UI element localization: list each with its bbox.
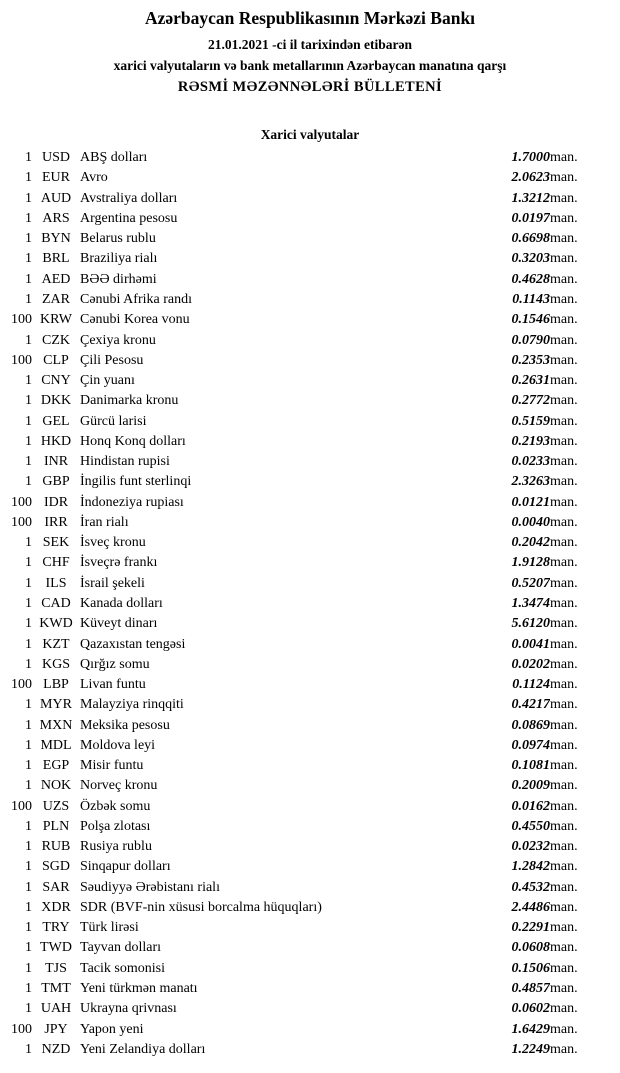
rate-row (0, 675, 620, 695)
rate-value: 0.5159 (511, 413, 550, 429)
currency-name: Qazaxıstan tengəsi (80, 636, 186, 652)
nominal-value: 1 (25, 960, 32, 976)
unit-label: man. (550, 717, 578, 733)
unit-label: man. (550, 514, 578, 530)
nominal-value: 1 (25, 190, 32, 206)
nominal-value: 1 (25, 839, 32, 855)
nominal-value: 1 (25, 1041, 32, 1057)
currency-code: MDL (40, 737, 72, 753)
nominal-value: 100 (11, 677, 32, 693)
effective-date-line: 21.01.2021 -ci il tarixindən etibarən (208, 37, 412, 52)
currency-code: BRL (42, 251, 70, 267)
currency-name: Çili Pesosu (80, 352, 144, 368)
rate-row (0, 513, 620, 533)
currency-name: Polşa zlotası (80, 818, 151, 834)
currency-name: Hindistan rupisi (80, 454, 170, 470)
unit-label: man. (550, 373, 578, 389)
nominal-value: 100 (11, 352, 32, 368)
nominal-value: 1 (25, 575, 32, 591)
currency-code: BYN (41, 231, 71, 247)
currency-name: Qırğız somu (80, 656, 150, 672)
rate-row (0, 776, 620, 796)
currency-code: NOK (40, 778, 72, 794)
rate-row (0, 817, 620, 837)
nominal-value: 1 (25, 150, 32, 166)
unit-label: man. (550, 210, 578, 226)
nominal-value: 1 (25, 778, 32, 794)
rate-row (0, 493, 620, 513)
rate-value: 0.2772 (511, 393, 550, 409)
currency-code: UAH (40, 1001, 72, 1017)
section-title-foreign-currencies: Xarici valyutalar (260, 127, 360, 142)
currency-name: İndoneziya rupiası (80, 494, 184, 510)
rate-row (0, 229, 620, 249)
rate-value: 0.5207 (511, 575, 550, 591)
rate-value: 5.6120 (511, 616, 550, 632)
unit-label: man. (550, 1021, 578, 1037)
currency-code: SEK (42, 535, 70, 551)
rate-value: 0.2291 (511, 920, 550, 936)
rate-value: 0.4628 (511, 271, 550, 287)
nominal-value: 100 (11, 798, 32, 814)
currency-name: Ukrayna qrivnası (80, 1001, 177, 1017)
rate-value: 0.2042 (511, 535, 550, 551)
rate-value: 1.3212 (511, 190, 550, 206)
nominal-value: 1 (25, 332, 32, 348)
nominal-value: 1 (25, 393, 32, 409)
rate-value: 0.1546 (511, 312, 550, 328)
nominal-value: 1 (25, 758, 32, 774)
rate-row (0, 168, 620, 188)
unit-label: man. (550, 940, 578, 956)
rate-row (0, 837, 620, 857)
currency-name: Türk lirəsi (80, 920, 139, 936)
currency-code: KZT (42, 636, 70, 652)
currency-code: AUD (40, 190, 72, 206)
rate-value: 0.4532 (511, 879, 550, 895)
currency-code: UZS (42, 798, 70, 814)
currency-code: CNY (41, 373, 71, 389)
currency-code: MXN (39, 717, 73, 733)
currency-code: KGS (41, 656, 70, 672)
currency-code: SGD (41, 859, 70, 875)
unit-label: man. (550, 636, 578, 652)
rate-row (0, 1019, 620, 1039)
nominal-value: 1 (25, 170, 32, 186)
currency-name: İngilis funt sterlinqi (80, 474, 192, 490)
nominal-value: 1 (25, 231, 32, 247)
rate-row (0, 148, 620, 168)
currency-code: EGP (42, 758, 70, 774)
unit-label: man. (550, 920, 578, 936)
currency-name: Malayziya rinqqiti (80, 697, 184, 713)
currency-code: SAR (42, 879, 70, 895)
currency-code: INR (43, 454, 69, 470)
unit-label: man. (550, 839, 578, 855)
nominal-value: 1 (25, 697, 32, 713)
rate-value: 0.0197 (511, 210, 550, 226)
unit-label: man. (550, 697, 578, 713)
currency-name: Yeni Zelandiya dolları (80, 1041, 206, 1057)
currency-code: MYR (40, 697, 72, 713)
nominal-value: 1 (25, 413, 32, 429)
currency-name: SDR (BVF-nin xüsusi borcalma hüquqları) (80, 899, 322, 915)
unit-label: man. (550, 231, 578, 247)
rate-row (0, 655, 620, 675)
rate-row (0, 797, 620, 817)
currency-code: KRW (40, 312, 72, 328)
rate-value: 0.1506 (511, 960, 550, 976)
rate-value: 2.4486 (511, 899, 550, 915)
nominal-value: 1 (25, 271, 32, 287)
nominal-value: 100 (11, 514, 32, 530)
currency-code: ARS (42, 210, 70, 226)
nominal-value: 100 (11, 494, 32, 510)
rate-value: 0.1143 (512, 291, 550, 307)
currency-code: RUB (41, 839, 71, 855)
rate-value: 0.0232 (511, 839, 550, 855)
nominal-value: 1 (25, 636, 32, 652)
currency-name: İsveç kronu (80, 535, 146, 551)
nominal-value: 1 (25, 717, 32, 733)
currency-name: İsrail şekeli (80, 575, 145, 591)
rate-value: 0.1124 (512, 677, 550, 693)
unit-label: man. (550, 190, 578, 206)
currency-name: Braziliya rialı (80, 251, 158, 267)
unit-label: man. (550, 758, 578, 774)
currency-code: TJS (45, 960, 67, 976)
currency-name: Rusiya rublu (80, 839, 152, 855)
unit-label: man. (550, 656, 578, 672)
unit-label: man. (550, 879, 578, 895)
nominal-value: 1 (25, 251, 32, 267)
rate-value: 0.2193 (511, 433, 550, 449)
currency-code: ILS (45, 575, 67, 591)
currency-code: IDR (43, 494, 69, 510)
rate-row (0, 1040, 620, 1060)
currency-code: JPY (44, 1021, 68, 1037)
rate-value: 2.3263 (511, 474, 550, 490)
rate-value: 0.2631 (511, 373, 550, 389)
currency-code: CLP (43, 352, 69, 368)
unit-label: man. (550, 818, 578, 834)
nominal-value: 1 (25, 373, 32, 389)
nominal-value: 1 (25, 291, 32, 307)
unit-label: man. (550, 170, 578, 186)
currency-code: AED (41, 271, 71, 287)
rate-row (0, 736, 620, 756)
rate-value: 0.2009 (511, 778, 550, 794)
nominal-value: 1 (25, 433, 32, 449)
rate-row (0, 999, 620, 1019)
rate-row (0, 330, 620, 350)
currency-code: GBP (42, 474, 70, 490)
currency-name: Avro (80, 170, 108, 186)
nominal-value: 1 (25, 940, 32, 956)
unit-label: man. (550, 494, 578, 510)
currency-code: USD (41, 150, 70, 166)
currency-code: XDR (41, 899, 71, 915)
unit-label: man. (550, 150, 578, 166)
unit-label: man. (550, 312, 578, 328)
nominal-value: 1 (25, 899, 32, 915)
subtitle-line: xarici valyutaların və bank metallarının Azərbaycan manatına qarşı (113, 58, 507, 73)
unit-label: man. (550, 433, 578, 449)
nominal-value: 1 (25, 535, 32, 551)
nominal-value: 1 (25, 920, 32, 936)
currency-name: Tayvan dolları (80, 940, 162, 956)
rate-row (0, 918, 620, 938)
rate-value: 0.3203 (511, 251, 550, 267)
currency-name: Danimarka kronu (80, 393, 179, 409)
currency-name: Norveç kronu (80, 778, 158, 794)
unit-label: man. (550, 677, 578, 693)
unit-label: man. (550, 737, 578, 753)
nominal-value: 1 (25, 555, 32, 571)
page-title: Azərbaycan Respublikasının Mərkəzi Bankı (144, 8, 476, 28)
nominal-value: 100 (11, 312, 32, 328)
unit-label: man. (550, 616, 578, 632)
rate-row (0, 959, 620, 979)
currency-name: İsveçrə frankı (80, 555, 158, 571)
rate-row (0, 594, 620, 614)
rate-row (0, 351, 620, 371)
rate-row (0, 310, 620, 330)
unit-label: man. (550, 899, 578, 915)
currency-name: Tacik somonisi (80, 960, 165, 976)
currency-name: Meksika pesosu (80, 717, 170, 733)
currency-name: Moldova leyi (80, 737, 156, 753)
currency-code: DKK (40, 393, 72, 409)
unit-label: man. (550, 1041, 578, 1057)
currency-name: Küveyt dinarı (80, 616, 158, 632)
unit-label: man. (550, 798, 578, 814)
currency-code: CHF (42, 555, 70, 571)
nominal-value: 100 (11, 1021, 32, 1037)
currency-name: Sinqapur dolları (80, 859, 171, 875)
unit-label: man. (550, 251, 578, 267)
unit-label: man. (550, 981, 578, 997)
rate-value: 0.0790 (511, 332, 550, 348)
rate-row (0, 270, 620, 290)
unit-label: man. (550, 332, 578, 348)
currency-code: EUR (42, 170, 70, 186)
currency-name: Özbək somu (80, 798, 151, 814)
nominal-value: 1 (25, 210, 32, 226)
rate-value: 0.4217 (511, 697, 550, 713)
rate-value: 1.2249 (511, 1041, 550, 1057)
rate-row (0, 979, 620, 999)
nominal-value: 1 (25, 616, 32, 632)
rate-value: 0.0602 (511, 1001, 550, 1017)
rate-row (0, 634, 620, 654)
nominal-value: 1 (25, 879, 32, 895)
nominal-value: 1 (25, 737, 32, 753)
unit-label: man. (550, 555, 578, 571)
nominal-value: 1 (25, 981, 32, 997)
rate-row (0, 391, 620, 411)
currency-name: Honq Konq dolları (80, 433, 186, 449)
currency-name: Avstraliya dolları (80, 190, 178, 206)
currency-code: GEL (42, 413, 70, 429)
unit-label: man. (550, 291, 578, 307)
rate-row (0, 695, 620, 715)
rate-value: 0.0162 (511, 798, 550, 814)
exchange-rates-table (0, 148, 620, 1060)
rate-value: 0.0041 (511, 636, 550, 652)
currency-name: Çin yuanı (80, 373, 135, 389)
currency-name: Səudiyyə Ərəbistanı rialı (80, 879, 220, 895)
nominal-value: 1 (25, 595, 32, 611)
unit-label: man. (550, 595, 578, 611)
unit-label: man. (550, 413, 578, 429)
rate-value: 0.1081 (511, 758, 550, 774)
unit-label: man. (550, 1001, 578, 1017)
rate-value: 1.7000 (511, 150, 550, 166)
unit-label: man. (550, 859, 578, 875)
currency-code: KWD (39, 616, 73, 632)
rate-row (0, 189, 620, 209)
rate-value: 1.9128 (511, 555, 550, 571)
bulletin-header (0, 0, 620, 96)
currency-code: CAD (41, 595, 71, 611)
unit-label: man. (550, 474, 578, 490)
rate-row (0, 411, 620, 431)
unit-label: man. (550, 393, 578, 409)
rate-row (0, 756, 620, 776)
rate-value: 0.0233 (511, 454, 550, 470)
currency-name: Cənubi Korea vonu (80, 312, 190, 328)
nominal-value: 1 (25, 656, 32, 672)
rate-row (0, 553, 620, 573)
unit-label: man. (550, 575, 578, 591)
nominal-value: 1 (25, 454, 32, 470)
currency-code: PLN (42, 818, 70, 834)
rate-value: 0.6698 (511, 231, 550, 247)
rate-row (0, 249, 620, 269)
currency-name: İran rialı (80, 514, 129, 530)
rate-row (0, 472, 620, 492)
currency-name: Kanada dolları (80, 595, 163, 611)
rate-value: 0.0202 (511, 656, 550, 672)
currency-name: Belarus rublu (80, 231, 156, 247)
currency-code: CZK (42, 332, 70, 348)
rate-row (0, 209, 620, 229)
currency-name: ABŞ dolları (80, 150, 148, 166)
currency-code: LBP (43, 677, 69, 693)
rate-value: 0.0608 (511, 940, 550, 956)
rate-row (0, 898, 620, 918)
currency-name: Cənubi Afrika randı (80, 291, 192, 307)
nominal-value: 1 (25, 1001, 32, 1017)
rate-row (0, 371, 620, 391)
currency-name: Gürcü larisi (80, 413, 147, 429)
rate-value: 1.3474 (511, 595, 550, 611)
rate-row (0, 614, 620, 634)
currency-code: TRY (42, 920, 70, 936)
rate-row (0, 452, 620, 472)
bulletin-title-line: RƏSMİ MƏZƏNNƏLƏRİ BÜLLETENİ (177, 79, 443, 95)
unit-label: man. (550, 352, 578, 368)
rate-value: 0.0869 (511, 717, 550, 733)
rate-value: 0.4857 (511, 981, 550, 997)
nominal-value: 1 (25, 818, 32, 834)
rate-row (0, 533, 620, 553)
rate-value: 1.6429 (511, 1021, 550, 1037)
rate-row (0, 432, 620, 452)
rates-table-body (0, 148, 620, 1060)
rate-row (0, 574, 620, 594)
currency-code: ZAR (42, 291, 70, 307)
rate-value: 0.0121 (511, 494, 550, 510)
unit-label: man. (550, 535, 578, 551)
currency-name: Yapon yeni (80, 1021, 144, 1037)
currency-name: Yeni türkmən manatı (80, 981, 198, 997)
nominal-value: 1 (25, 859, 32, 875)
currency-name: BƏƏ dirhəmi (80, 271, 157, 287)
rate-value: 0.4550 (511, 818, 550, 834)
unit-label: man. (550, 778, 578, 794)
rate-value: 2.0623 (511, 170, 550, 186)
currency-name: Misir funtu (80, 758, 144, 774)
currency-code: TWD (40, 940, 72, 956)
rate-row (0, 857, 620, 877)
currency-name: Argentina pesosu (80, 210, 178, 226)
rate-value: 1.2842 (511, 859, 550, 875)
rate-row (0, 290, 620, 310)
rate-value: 0.0974 (511, 737, 550, 753)
currency-code: IRR (44, 514, 68, 530)
rate-row (0, 938, 620, 958)
rate-value: 0.2353 (511, 352, 550, 368)
unit-label: man. (550, 271, 578, 287)
nominal-value: 1 (25, 474, 32, 490)
currency-code: NZD (41, 1041, 71, 1057)
rate-row (0, 878, 620, 898)
rate-value: 0.0040 (511, 514, 550, 530)
currency-code: TMT (41, 981, 71, 997)
currency-code: HKD (40, 433, 72, 449)
unit-label: man. (550, 454, 578, 470)
rate-row (0, 715, 620, 735)
currency-name: Çexiya kronu (80, 332, 156, 348)
currency-name: Livan funtu (80, 677, 146, 693)
unit-label: man. (550, 960, 578, 976)
